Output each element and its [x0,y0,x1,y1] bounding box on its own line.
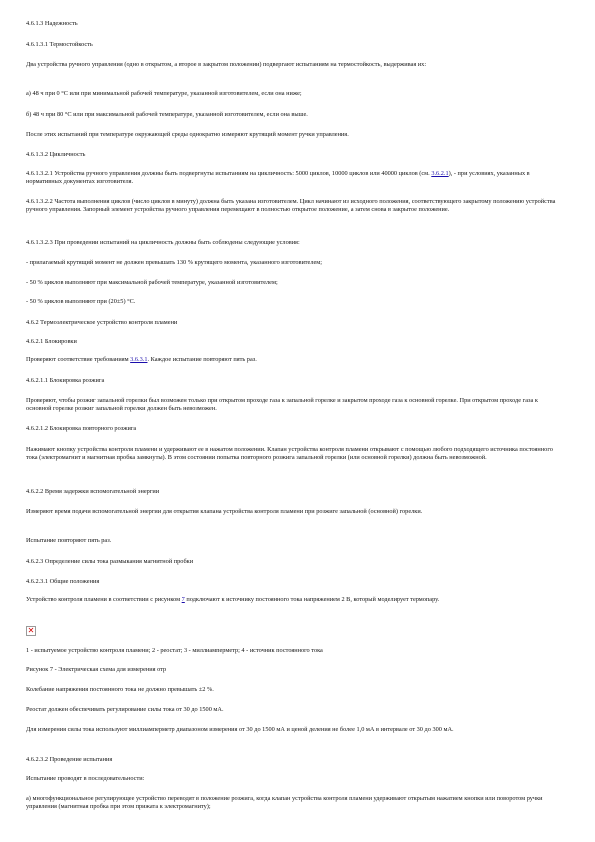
heading-4-6-2: 4.6.2 Термоэлектрическое устройство контроля пламени [26,319,178,326]
figure-caption: Рисунок 7 - Электрическая схема для измерения отр [26,666,167,673]
paragraph-interlock-check: Проверяют соответствие требованиям 3.6.3.1. Каждое испытание повторяют пять раз. [26,356,257,363]
paragraph-voltage-fluctuation: Колебание напряжения постоянного тока не должно превышать ±2 %. [26,686,214,693]
list-item-a-low-temp: а) 48 ч при 0 °С или при минимальной рабочей температуре, указанной изготовителем, если она ниже; [26,90,302,97]
heading-4-6-2-2: 4.6.2.2 Время задержки вспомогательной энергии [26,488,160,495]
link-figure-7[interactable]: 7 [181,596,185,603]
list-item-torque-limit: - прилагаемый крутящий момент не должен превышать 130 % крутящего момента, указанного изготовителем; [26,259,323,266]
heading-4-6-2-1: 4.6.2.1 Блокировки [26,338,77,345]
heading-4-6-2-1-2: 4.6.2.1.2 Блокировка повторного розжига [26,425,137,432]
paragraph-cycles-count: 4.6.1.3.2.1 Устройства ручного управления должны быть подвергнуты испытаниям на цикличность: 5000 циклов, 10000 циклов или 40000 циклов (см. 3.6.2.1), - при условиях, указанных в нормативных документах изготовителя. [26,170,530,186]
paragraph-thermal-intro: Два устройства ручного управления (одно в открытом, а второе в закрытом положении) подвергают испытаниям на термостойкость, выдерживая их: [26,61,427,68]
paragraph-milliammeter: Для измерения силы тока используют миллиамперметр диапазоном измерения от 30 до 1500 мА и ценой деления не более 1,0 мА в интервале от 30 до 300 мА. [26,726,454,733]
heading-4-6-2-3-2: 4.6.2.3.2 Проведение испытания [26,756,113,763]
list-item-max-temp: - 50 % циклов выполняют при максимальной рабочей температуре, указанной изготовителем; [26,279,278,286]
heading-4-6-1-3: 4.6.1.3 Надежность [26,20,78,27]
paragraph-reignition-interlock: Нажимают кнопку устройства контроля пламени и удерживают ее в нажатом положении. Клапан устройства контроля пламени открывают с помощью любого подходящего источника постоянного тока (электромагнит и магнитная пробка замкнуты). В этом состоянии попытка повторного розжига запальной горелки (или основной горелки) должна быть невозможной. [26,446,553,462]
broken-image-icon: ✕ [27,626,35,635]
paragraph-torque-measure: После этих испытаний при температуре окружающей среды однократно измеряют крутящий момент ручки управления. [26,131,349,138]
paragraph-rheostat-range: Реостат должен обеспечивать регулирование силы тока от 30 до 1500 мА. [26,706,224,713]
heading-4-6-1-3-1: 4.6.1.3.1 Термостойкость [26,41,93,48]
paragraph-repeat-five: Испытание повторяют пять раз. [26,537,112,544]
paragraph-ignition-interlock: Проверяют, чтобы розжиг запальной горелки был возможен только при открытом проходе газа к запальной горелке и закрытом проходе газа к основной горелке. При открытом проходе газа к основной горелке розжиг запальной горелки должен быть невозможен. [26,397,538,413]
list-item-room-temp: - 50 % циклов выполняют при (20±5) °С. [26,298,136,305]
link-3-6-3-1[interactable]: 3.6.3.1 [130,356,148,363]
figure-legend: 1 - испытуемое устройство контроля пламени; 2 - реостат; 3 - миллиамперметр; 4 - источник постоянного тока [26,647,323,654]
heading-4-6-1-3-2: 4.6.1.3.2 Цикличность [26,151,86,158]
list-item-a-ignition-position: а) многофункциональное регулирующее устройство переводят в положение розжига, когда клапан устройства контроля пламени удерживают открытым нажатием кнопки или поворотом ручки управления (магнитная пробка при этом прижата к электромагниту); [26,795,543,811]
list-item-b-high-temp: б) 48 ч при 80 °С или при максимальной рабочей температуре, указанной изготовителем, если она выше. [26,111,308,118]
heading-4-6-2-1-1: 4.6.2.1.1 Блокировка розжига [26,377,105,384]
heading-4-6-2-3-1: 4.6.2.3.1 Общие положения [26,578,100,585]
heading-4-6-2-3: 4.6.2.3 Определение силы тока размыкания магнитной пробки [26,558,194,565]
paragraph-test-sequence: Испытание проводят в последовательности: [26,775,145,782]
paragraph-aux-energy: Измеряют время подачи вспомогательной энергии для открытия клапана устройства контроля пламени при розжиге запальной (основной) горелки. [26,508,423,515]
paragraph-cycle-frequency: 4.6.1.3.2.2 Частота выполнения циклов (число циклов в минуту) должна быть указана изготовителем. Цикл начинают из исходного положения, соответствующего закрытому положению устройства ручного управления. Запорный элемент устройства ручного управления перемещают в полностью открытое положение, а затем снова в закрытое положение. [26,198,556,214]
paragraph-cycle-conditions: 4.6.1.3.2.3 При проведении испытаний на цикличность должны быть соблюдены следующие условия: [26,239,300,246]
paragraph-figure-7-ref: Устройство контроля пламени в соответствии с рисунком 7 подключают к источнику постоянного тока напряжением 2 В, который моделирует термопару. [26,596,440,603]
link-3-6-2-1[interactable]: 3.6.2.1 [431,170,449,177]
